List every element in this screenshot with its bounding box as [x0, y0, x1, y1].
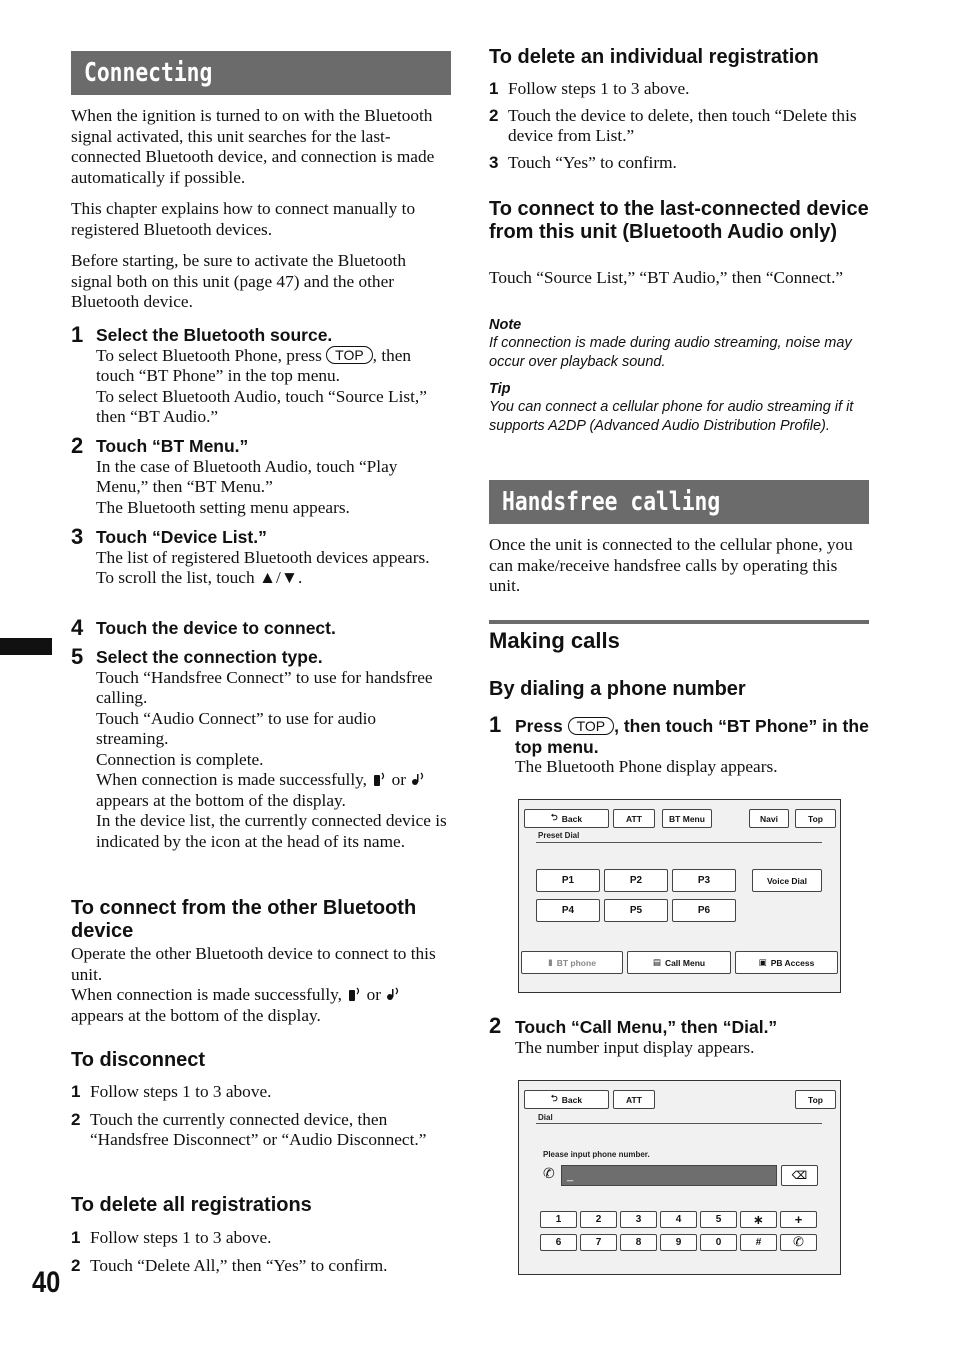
step-title: Touch the device to connect. [96, 618, 336, 638]
dial-label: Dial [538, 1113, 553, 1122]
step-number: 5 [71, 644, 84, 669]
note-text: If connection is made during audio streaming, noise may occur over playback sound. [489, 335, 852, 370]
list-item: 1 Follow steps 1 to 3 above. [71, 1228, 272, 1247]
audio-connected-icon [385, 986, 401, 1002]
intro-paragraph-2: This chapter explains how to connect manually to registered Bluetooth devices. [71, 199, 416, 239]
step-number: 1 [71, 322, 84, 347]
preset-dial-label: Preset Dial [538, 831, 580, 840]
paragraph: Operate the other Bluetooth device to connect to this unit. [71, 944, 436, 984]
att-button[interactable]: ATT [613, 809, 655, 828]
key-3[interactable]: 3 [620, 1211, 657, 1228]
section-title: Making calls [489, 628, 620, 653]
section-title: To delete an individual registration [489, 46, 819, 68]
step-1 [96, 325, 451, 428]
subsection-title: By dialing a phone number [489, 678, 746, 700]
step-text: Touch “Audio Connect” to use for audio streaming. [96, 708, 377, 748]
list-item: 2 Touch the device to delete, then touch “Delete this device from List.” [489, 105, 857, 145]
preset-p6-button[interactable]: P6 [672, 899, 736, 922]
att-button[interactable]: ATT [613, 1090, 655, 1109]
key-9[interactable]: 9 [660, 1234, 697, 1251]
key-star[interactable]: ∗ [740, 1211, 777, 1228]
step-title: Touch “Call Menu,” then “Dial.” [515, 1017, 778, 1037]
voice-dial-button[interactable]: Voice Dial [752, 869, 822, 892]
audio-connected-icon [410, 771, 426, 787]
pb-access-button[interactable]: ▣ PB Access [735, 951, 838, 974]
top-button-icon: TOP [326, 346, 373, 364]
bt-phone-button[interactable]: ▮ BT phone [521, 951, 623, 974]
step-text: To scroll the list, touch ▲/▼. [96, 568, 303, 587]
bt-phone-screen [518, 799, 841, 993]
step-2 [515, 1017, 869, 1058]
key-plus[interactable]: + [780, 1211, 817, 1228]
key-0[interactable]: 0 [700, 1234, 737, 1251]
key-4[interactable]: 4 [660, 1211, 697, 1228]
step-title: Touch “Device List.” [96, 527, 267, 547]
key-5[interactable]: 5 [700, 1211, 737, 1228]
paragraph: Touch “Source List,” “BT Audio,” then “Connect.” [489, 268, 844, 287]
page-edge-tab [0, 638, 52, 655]
step-title: Select the connection type. [96, 647, 323, 667]
call-icon[interactable]: ✆ [780, 1234, 817, 1251]
preset-p4-button[interactable]: P4 [536, 899, 600, 922]
step-title: Select the Bluetooth source. [96, 325, 333, 345]
divider [536, 842, 822, 843]
step-text: Connection is complete. [96, 749, 264, 769]
step-2 [96, 436, 451, 518]
step-number: 2 [489, 1013, 502, 1038]
top-button[interactable]: Top [795, 1090, 836, 1109]
intro-paragraph-3: Before starting, be sure to activate the Bluetooth signal both on this unit (page 47) and the other Bluetooth device. [71, 251, 406, 311]
key-hash[interactable]: # [740, 1234, 777, 1251]
phone-icon: ✆ [543, 1166, 555, 1182]
step-number: 2 [71, 433, 84, 458]
step-title: Press TOP , then touch “BT Phone” in the top menu. [515, 716, 869, 757]
list-item: 1 Follow steps 1 to 3 above. [71, 1082, 272, 1101]
step-text: The number input display appears. [515, 1037, 755, 1057]
step-3 [96, 527, 451, 589]
paragraph: When connection is made successfully, or appears at the bottom of the display. [71, 985, 451, 1026]
step-text: To select Bluetooth Audio, touch “Source List,” then “BT Audio.” [96, 386, 427, 426]
key-2[interactable]: 2 [580, 1211, 617, 1228]
top-button[interactable]: Top [795, 809, 836, 828]
list-item: 2 Touch “Delete All,” then “Yes” to confirm. [71, 1255, 388, 1275]
handsfree-connected-icon [371, 771, 387, 787]
back-button[interactable]: ⮌ Back [524, 809, 609, 828]
preset-p5-button[interactable]: P5 [604, 899, 668, 922]
tip-text: You can connect a cellular phone for audio streaming if it supports A2DP (Advanced Audio Distribution Profile). [489, 399, 854, 434]
intro-paragraph-1: When the ignition is turned to on with the Bluetooth signal activated, this unit searches for the last-connected Bluetooth device, and connection is made automatically if possible. [71, 106, 435, 187]
paragraph: Once the unit is connected to the cellular phone, you can make/receive handsfree calls by operating this unit. [489, 535, 853, 595]
note-label: Note [489, 317, 522, 333]
handsfree-connected-icon [346, 986, 362, 1002]
key-8[interactable]: 8 [620, 1234, 657, 1251]
step-text: The Bluetooth setting menu appears. [96, 497, 350, 517]
key-7[interactable]: 7 [580, 1234, 617, 1251]
numbered-list [71, 1228, 451, 1276]
divider [536, 1123, 822, 1124]
bt-menu-button[interactable]: BT Menu [662, 809, 712, 828]
input-prompt: Please input phone number. [543, 1150, 650, 1159]
step-number: 1 [489, 712, 502, 737]
list-item: 3 Touch “Yes” to confirm. [489, 152, 677, 172]
preset-p1-button[interactable]: P1 [536, 869, 600, 892]
key-1[interactable]: 1 [540, 1211, 577, 1228]
step-title: Touch “BT Menu.” [96, 436, 249, 456]
step-number: 3 [71, 524, 84, 549]
preset-p2-button[interactable]: P2 [604, 869, 668, 892]
step-text: In the device list, the currently connected device is indicated by the icon at the head of its name. [96, 811, 447, 851]
call-menu-button[interactable]: ▤ Call Menu [627, 951, 731, 974]
navi-button[interactable]: Navi [749, 809, 789, 828]
connecting-banner: Connecting [71, 51, 451, 95]
section-title: To disconnect [71, 1049, 206, 1071]
list-item: 1 Follow steps 1 to 3 above. [489, 79, 690, 98]
step-1 [515, 716, 869, 778]
step-text: The list of registered Bluetooth devices appears. [96, 547, 430, 567]
page-number: 40 [32, 1266, 61, 1299]
preset-p3-button[interactable]: P3 [672, 869, 736, 892]
step-text: To select Bluetooth Phone, press TOP , then touch “BT Phone” in the top menu. [96, 345, 412, 385]
step-5 [96, 647, 451, 852]
handsfree-banner: Handsfree calling [489, 480, 869, 524]
phone-number-input[interactable]: _ [561, 1165, 777, 1186]
step-number: 4 [71, 615, 84, 640]
list-item: 2 Touch the currently connected device, then “Handsfree Disconnect” or “Audio Disconnect.” [71, 1109, 427, 1149]
section-title: To connect from the other Bluetooth device [71, 897, 417, 942]
step-text: In the case of Bluetooth Audio, touch “Play Menu,” then “BT Menu.” [96, 456, 398, 496]
top-button-icon: TOP [568, 717, 615, 735]
numbered-list [71, 1082, 451, 1151]
backspace-icon[interactable]: ⌫ [781, 1165, 818, 1186]
dial-screen [518, 1080, 841, 1275]
numbered-list [489, 79, 869, 173]
back-button[interactable]: ⮌ Back [524, 1090, 609, 1109]
step-text: Touch “Handsfree Connect” to use for handsfree calling. [96, 667, 433, 707]
key-6[interactable]: 6 [540, 1234, 577, 1251]
step-text: The Bluetooth Phone display appears. [515, 757, 778, 776]
tip-label: Tip [489, 381, 511, 397]
step-text: When connection is made successfully, or appears at the bottom of the display. [96, 770, 451, 811]
section-title: To connect to the last-connected device from this unit (Bluetooth Audio only) [489, 198, 869, 243]
section-title: To delete all registrations [71, 1194, 312, 1216]
section-rule [489, 620, 869, 624]
